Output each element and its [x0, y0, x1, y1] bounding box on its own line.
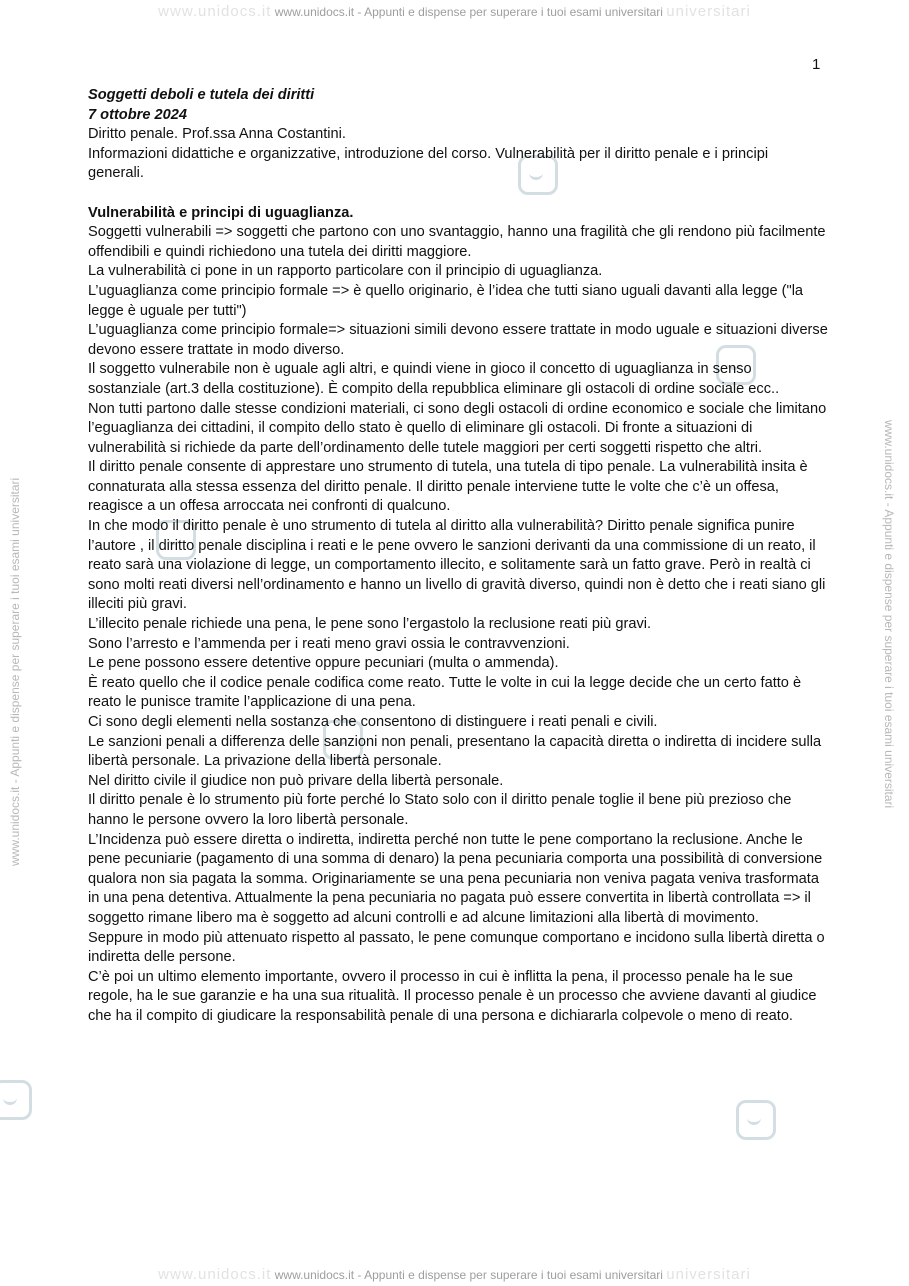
paragraph: Non tutti partono dalle stesse condizioni materiali, ci sono degli ostacoli di ordine economico e sociale che limitano l’eguaglianza dei cittadini, il compito dello stato è quello di eliminare gli ostacoli. Di fronte a situazioni di vulnerabilità si richiede da parte dell’ordinamento delle tutele maggiori per certi soggetti rispetto che altri.: [88, 400, 827, 456]
paragraph: L’uguaglianza come principio formale=> situazioni simili devono essere trattate in modo uguale e situazioni diverse devono essere trattate in modo diverso.: [88, 322, 828, 358]
paragraph: Soggetti vulnerabili => soggetti che partono con uno svantaggio, hanno una fragilità che gli rendono più facilmente offendibili e quindi richiedono una tutela dei diritti maggiore.: [88, 224, 826, 260]
section-heading: Vulnerabilità e principi di uguaglianza.: [88, 204, 354, 221]
paragraph: Il soggetto vulnerabile non è uguale agli altri, e quindi viene in gioco il concetto di uguaglianza in senso sostanziale (art.3 della costituzione). È compito della repubblica eliminare gli ostacoli di ordine sociale ecc..: [88, 361, 780, 397]
paragraph: È reato quello che il codice penale codifica come reato. Tutte le volte in cui la legge decide che un certo fatto è reato le punisce tramite l’applicazione di una pena.: [88, 674, 802, 711]
paragraph: L’uguaglianza come principio formale => è quello originario, è l’idea che tutti siano uguali davanti alla legge ("la legge è uguale per tutti"): [88, 282, 804, 319]
paragraph: Sono l’arresto e l’ammenda per i reati meno gravi ossia le contravvenzioni.: [88, 635, 570, 652]
watermark-right: www.unidocs.it - Appunti e dispense per superare i tuoi esami universitari: [882, 420, 896, 809]
paragraph: Le pene possono essere detentive oppure pecuniari (multa o ammenda).: [88, 655, 559, 672]
watermark-bottom: [0, 1266, 909, 1283]
watermark-left: www.unidocs.it - Appunti e dispense per superare i tuoi esami universitari: [8, 477, 22, 866]
watermark-word-faint-bottom: universitari: [666, 1266, 751, 1283]
watermark-logo-icon: [736, 1100, 776, 1140]
paragraph: La vulnerabilità ci pone in un rapporto particolare con il principio di uguaglianza.: [88, 263, 603, 280]
paragraph: Ci sono degli elementi nella sostanza che consentono di distinguere i reati penali e civili.: [88, 714, 658, 730]
watermark-site-faint: www.unidocs.it: [158, 3, 272, 20]
document-date: 7 ottobre 2024: [88, 106, 187, 123]
watermark-word-faint: universitari: [666, 3, 751, 20]
paragraph: Il diritto penale consente di apprestare uno strumento di tutela, una tutela di tipo penale. La vulnerabilità insita è connaturata alla stessa essenza del diritto penale. Il diritto penale interviene tutte le volte che c’è un offesa, reagisce a un offesa arroccata nei confronti di qualcuno.: [88, 459, 808, 515]
paragraph: Il diritto penale è lo strumento più forte perché lo Stato solo con il diritto penale toglie il bene più prezioso che hanno le persone ovvero la loro libertà personale.: [88, 792, 792, 828]
spacer: [88, 184, 828, 204]
paragraph: C’è poi un ultimo elemento importante, ovvero il processo in cui è inflitta la pena, il processo penale ha le sue regole, ha le sue garanzie e ha una sua ritualità. Il processo penale è un processo che avviene davanti al giudice che ha il compito di giudicare la responsabilità penale di una persona e dichiararla colpevole o meno di reato.: [88, 968, 817, 1024]
intro-line: Diritto penale. Prof.ssa Anna Costantini.: [88, 126, 346, 143]
page-number: 1: [812, 56, 821, 73]
intro-line: Informazioni didattiche e organizzative, introduzione del corso. Vulnerabilità per il diritto penale e i principi generali.: [88, 145, 769, 182]
watermark-banner-bottom: www.unidocs.it - Appunti e dispense per superare i tuoi esami universitari: [274, 1268, 663, 1282]
paragraph: Nel diritto civile il giudice non può privare della libertà personale.: [88, 772, 504, 789]
watermark-banner-top: www.unidocs.it - Appunti e dispense per superare i tuoi esami universitari: [274, 5, 663, 19]
paragraph: Seppure in modo più attenuato rispetto al passato, le pene comunque comportano e incidono sulla libertà diretta o indiretta delle persone.: [88, 929, 825, 966]
paragraph: In che modo il diritto penale è uno strumento di tutela al diritto alla vulnerabilità? Diritto penale significa punire l’autore , il diritto penale disciplina i reati e le pene ovvero le sanzioni derivanti da una commissione di un reato, il reato sarà una violazione di legge, un comportamento illecito, e solitamente sarà un fatto grave. Però in realtà ci sono molti reati diversi nell’ordinamento e hanno un livello di gravità diverso, quindi non è detto che i reati siano gli illeciti più gravi.: [88, 518, 826, 613]
document-body: [88, 86, 828, 1027]
document-title: Soggetti deboli e tutela dei diritti: [88, 87, 315, 103]
paragraph: Le sanzioni penali a differenza delle sanzioni non penali, presentano la capacità diretta o indiretta di incidere sulla libertà personale. La privazione della libertà personale.: [88, 733, 822, 770]
paragraph: L’illecito penale richiede una pena, le pene sono l’ergastolo la reclusione reati più gravi.: [88, 616, 652, 633]
paragraph: L’Incidenza può essere diretta o indiretta, indiretta perché non tutte le pene comportano la reclusione. Anche le pene pecuniarie (pagamento di una somma di denaro) la pena pecuniaria comporta una possibilità di conversione qualora non sia pagata la somma. Originariamente se una pena pecuniaria non veniva pagata veniva trasformata in una pena detentiva. Attualmente la pena pecuniaria no pagata può essere convertita in libertà controllata => il soggetto rimane libero ma è soggetto ad alcuni controlli e ad alcune limitazioni alla libertà di movimento.: [88, 831, 823, 926]
watermark-site-faint-bottom: www.unidocs.it: [158, 1266, 272, 1283]
watermark-logo-icon: [0, 1080, 32, 1120]
watermark-top: [0, 3, 909, 20]
